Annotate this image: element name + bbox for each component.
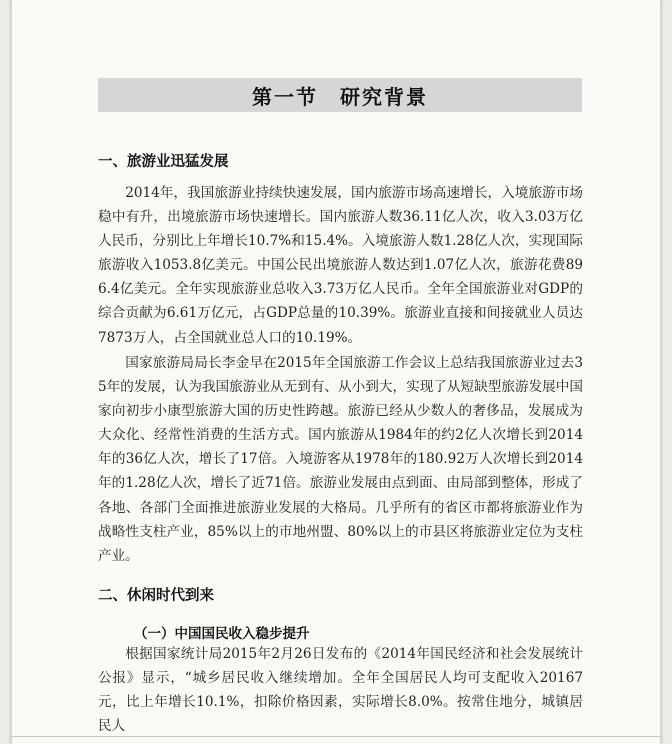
section-title: 研究背景 [340, 84, 428, 109]
section-title-bar [98, 78, 582, 112]
heading-tourism-growth: 一、旅游业迅猛发展 [98, 154, 229, 170]
paragraph-income-stats: 根据国家统计局2015年2月26日发布的《2014年国民经济和社会发展统计公报》显示，“城乡居民收入继续增加。全年全国居民人均可支配收入20167元，比上年增长10.1%，扣除价格因素，实际增长8.0%。按常住地分，城镇居民人 [98, 646, 583, 735]
subheading-national-income: （一）中国国民收入稳步提升 [134, 626, 310, 642]
page-edge-left [10, 0, 12, 744]
page-bottom-rule [10, 736, 662, 737]
paragraph-tourism-history: 国家旅游局局长李金早在2015年全国旅游工作会议上总结我国旅游业过去35年的发展，认为我国旅游业从无到有、从小到大，实现了从短缺型旅游发展中国家向初步小康型旅游大国的历史性跨越。旅游已经从少数人的奢侈品，发展成为大众化、经常性消费的生活方式。国内旅游从1984年的约2亿人次增长到2014年的36亿人次，增长了17倍。入境游客从1978年的180.92万人次增长到2014年的1.28亿人次，增长了近71倍。旅游业发展由点到面、由局部到整体，形成了各地、各部门全面推进旅游业发展的大格局。几乎所有的省区市都将旅游业作为战略性支柱产业，85%以上的市地州盟、80%以上的市县区将旅游业定位为支柱产业。 [98, 355, 583, 564]
page-edge-right [660, 0, 662, 744]
document-page [10, 0, 662, 744]
paragraph-tourism-stats: 2014年，我国旅游业持续快速发展，国内旅游市场高速增长，入境旅游市场稳中有升，出境旅游市场快速增长。国内旅游人数36.11亿人次，收入3.03万亿人民币，分别比上年增长10.7%和15.4%。入境旅游人数1.28亿人次，实现国际旅游收入1053.8亿美元。中国公民出境旅游人数达到1.07亿人次，旅游花费896.4亿美元。全年实现旅游业总收入3.73万亿人民币。全年全国旅游业对GDP的综合贡献为6.61万亿元，占GDP总量的10.39%。旅游业直接和间接就业人员达7873万人，占全国就业总人口的10.19%。 [98, 185, 583, 346]
section-number: 第一节 [252, 84, 318, 109]
heading-leisure-era: 二、休闲时代到来 [98, 588, 214, 604]
